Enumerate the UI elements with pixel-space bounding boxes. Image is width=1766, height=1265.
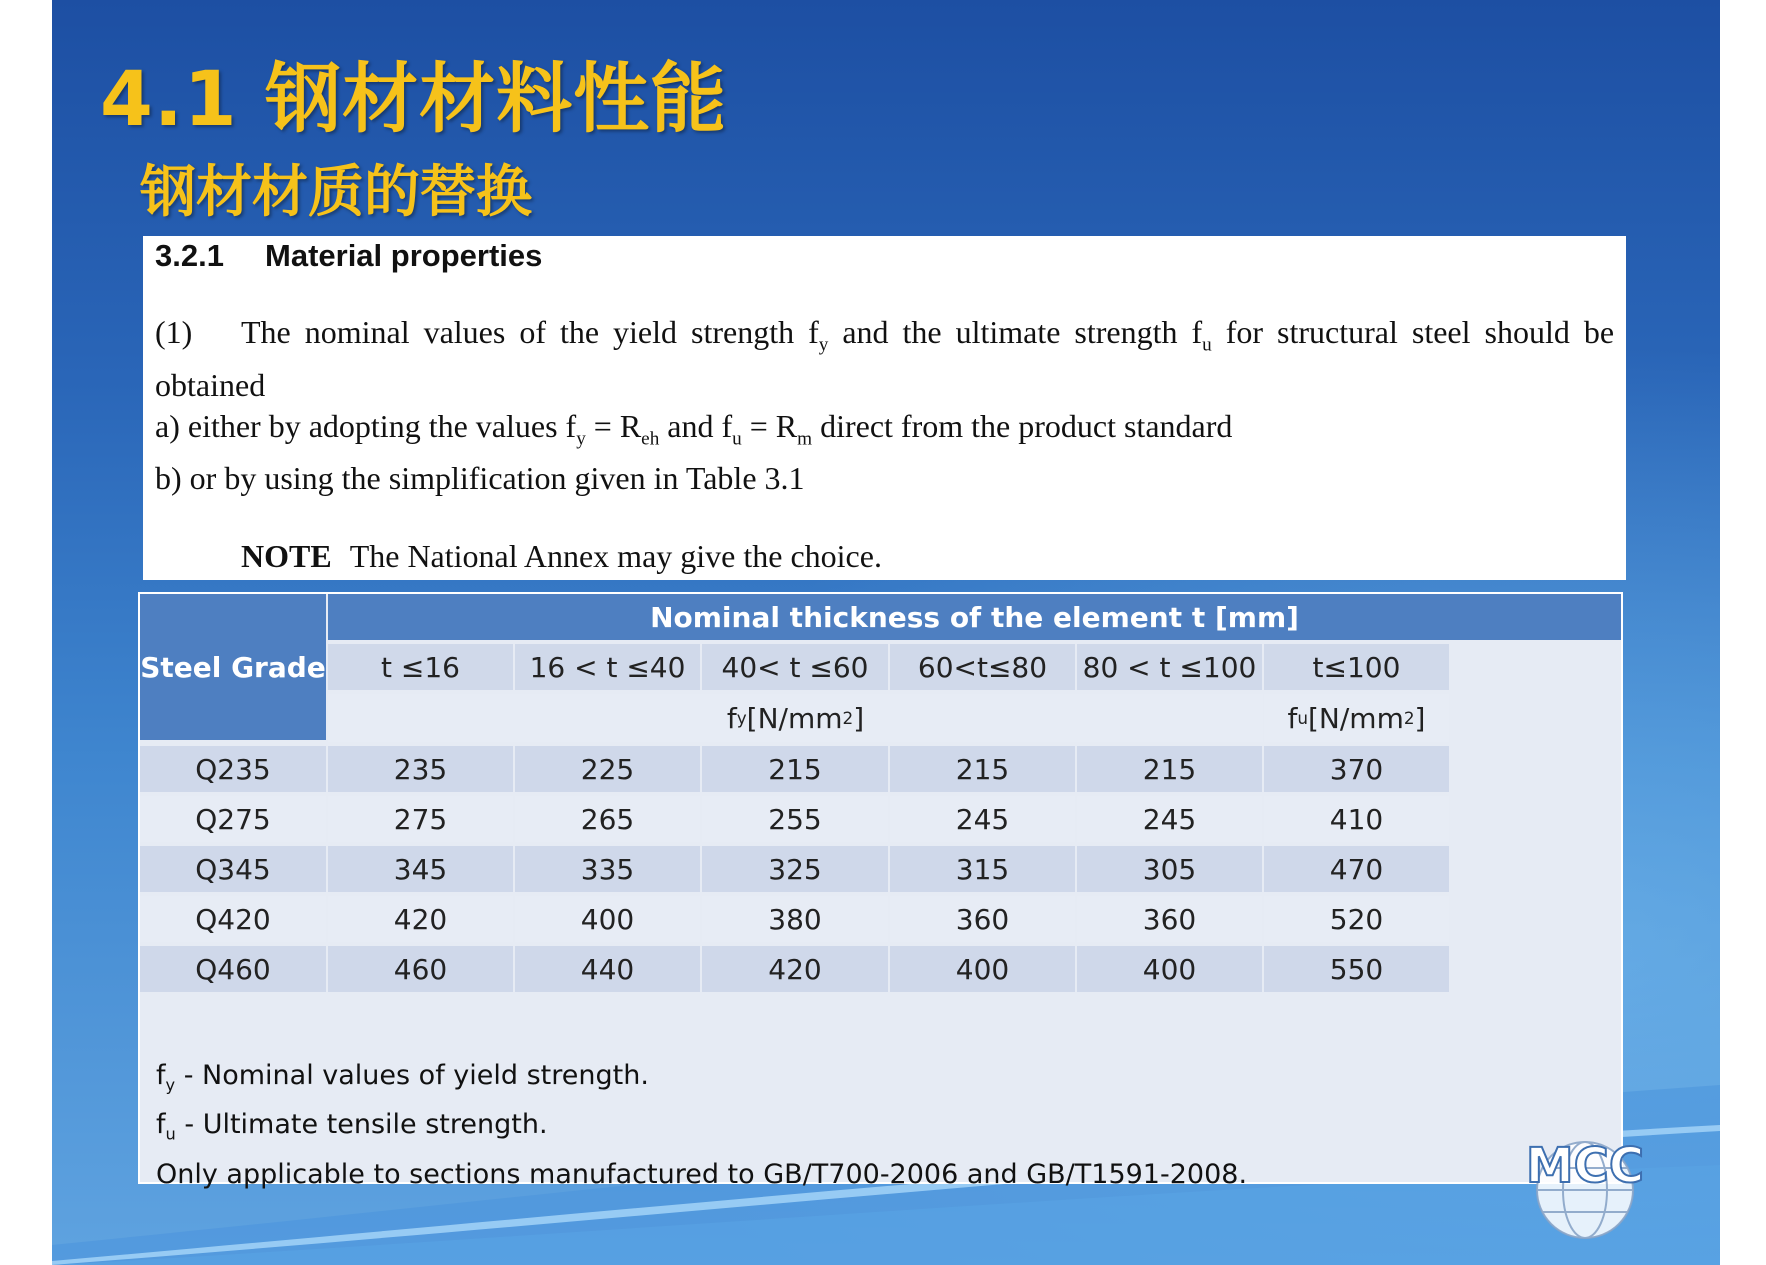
fu-unit-label [1264, 694, 1449, 742]
clause-item-a [155, 406, 1232, 459]
clause-item-b: b) or by using the simplification given in Table 3.1 [155, 460, 805, 496]
thickness-range-6: t≤100 [1264, 644, 1449, 690]
thickness-range-3: 40< t ≤60 [702, 644, 888, 690]
steel-grade-cell: Q275 [140, 796, 326, 842]
strength-value-cell: 400 [515, 896, 700, 942]
unit-sup: 2 [842, 708, 854, 728]
fy-unit-label [328, 694, 1263, 742]
item-text: and f [659, 408, 733, 444]
unit-symbol: f [1287, 701, 1298, 735]
unit-text: [N/mm [746, 701, 843, 735]
strength-value-cell: 420 [702, 946, 888, 992]
paragraph-number: (1) [155, 314, 193, 350]
item-sub: eh [641, 428, 660, 450]
footnote-symbol: f [156, 1109, 166, 1141]
strength-value-cell: 360 [890, 896, 1075, 942]
thickness-range-2: 16 < t ≤40 [515, 644, 700, 690]
strength-value-cell: 245 [890, 796, 1075, 842]
strength-value-cell: 460 [328, 946, 513, 992]
clause-excerpt [143, 236, 1626, 580]
slide [52, 0, 1720, 1265]
clause-title: Material properties [265, 238, 543, 273]
strength-value-cell: 265 [515, 796, 700, 842]
clause-paragraph-1 [155, 312, 1614, 405]
para-text: for structural steel should be obtained [155, 314, 1615, 404]
strength-value-cell: 325 [702, 846, 888, 892]
strength-value-cell: 550 [1264, 946, 1449, 992]
slide-subtitle: 钢材材质的替换 [140, 160, 532, 225]
steel-grade-cell: Q460 [140, 946, 326, 992]
strength-value-cell: 275 [328, 796, 513, 842]
strength-value-cell: 235 [328, 746, 513, 792]
note-text: The National Annex may give the choice. [349, 538, 882, 574]
para-sub: y [818, 334, 829, 356]
steel-grade-cell: Q345 [140, 846, 326, 892]
strength-value-cell: 305 [1077, 846, 1262, 892]
item-sub: y [576, 428, 586, 450]
footnote-symbol: f [156, 1060, 166, 1091]
item-sub: m [797, 428, 813, 450]
unit-text: [N/mm [1308, 701, 1404, 735]
strength-value-cell: 335 [515, 846, 700, 892]
strength-value-cell: 420 [328, 896, 513, 942]
strength-value-cell: 215 [702, 746, 888, 792]
strength-value-cell: 410 [1264, 796, 1449, 842]
clause-note [241, 536, 882, 576]
clause-number: 3.2.1 [155, 238, 224, 273]
steel-grade-table [138, 592, 1623, 1190]
strength-value-cell: 370 [1264, 746, 1449, 792]
footnote-text: - Nominal values of yield strength. [175, 1060, 649, 1091]
strength-value-cell: 215 [890, 746, 1075, 792]
unit-sub: u [1297, 708, 1308, 728]
item-sub: u [732, 428, 742, 450]
thickness-range-5: 80 < t ≤100 [1077, 644, 1262, 690]
thickness-header: Nominal thickness of the element t [mm] [328, 594, 1621, 640]
grade-header: Steel Grade [140, 594, 326, 740]
footnote-fy [156, 1056, 1605, 1105]
unit-sup: 2 [1403, 708, 1415, 728]
strength-value-cell: 380 [702, 896, 888, 942]
para-text: The nominal values of the yield strength f [241, 314, 819, 350]
unit-text: ] [853, 701, 865, 735]
strength-value-cell: 315 [890, 846, 1075, 892]
steel-grade-cell: Q420 [140, 896, 326, 942]
strength-value-cell: 520 [1264, 896, 1449, 942]
footnote-text: - Ultimate tensile strength. [175, 1109, 548, 1141]
item-text: direct from the product standard [812, 408, 1233, 444]
item-text: = R [741, 408, 798, 444]
para-sub: u [1202, 334, 1212, 356]
slide-title: 4.1 钢材材料性能 [100, 54, 728, 143]
thickness-range-1: t ≤16 [328, 644, 513, 690]
unit-symbol: f [726, 701, 737, 735]
clause-heading [155, 238, 542, 274]
item-text: a) either by adopting the values f [155, 408, 577, 444]
footnote-sub: y [165, 1075, 176, 1095]
logo-text: MCC [1525, 1138, 1645, 1194]
thickness-range-4: 60<t≤80 [890, 644, 1075, 690]
strength-value-cell: 245 [1077, 796, 1262, 842]
steel-grade-cell: Q235 [140, 746, 326, 792]
strength-value-cell: 400 [1077, 946, 1262, 992]
strength-value-cell: 215 [1077, 746, 1262, 792]
table-footnotes [156, 1056, 1605, 1195]
footnote-scope: Only applicable to sections manufactured to GB/T700-2006 and GB/T1591-2008. [156, 1158, 1248, 1190]
strength-value-cell: 400 [890, 946, 1075, 992]
strength-value-cell: 470 [1264, 846, 1449, 892]
strength-value-cell: 440 [515, 946, 700, 992]
item-text: = R [585, 408, 642, 444]
para-text: and the ultimate strength f [828, 314, 1203, 350]
unit-sub: y [736, 708, 747, 728]
globe-logo-icon [1500, 1120, 1670, 1240]
note-label: NOTE [241, 538, 332, 574]
strength-value-cell: 345 [328, 846, 513, 892]
unit-text: ] [1414, 701, 1426, 735]
strength-value-cell: 360 [1077, 896, 1262, 942]
strength-value-cell: 255 [702, 796, 888, 842]
footnote-sub: u [165, 1124, 176, 1144]
strength-value-cell: 225 [515, 746, 700, 792]
footnote-fu [156, 1105, 1605, 1154]
